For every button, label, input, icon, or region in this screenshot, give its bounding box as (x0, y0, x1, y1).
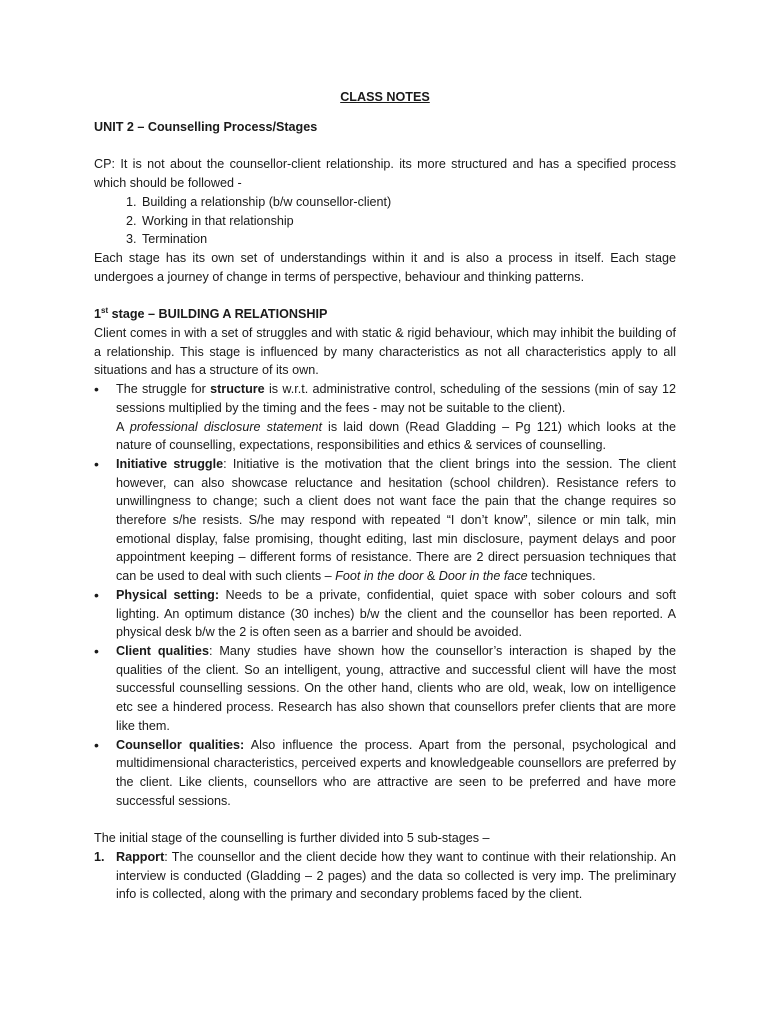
bullet-text: Also influence the process. Apart from the personal, psychological and multidimensional characteristics, perceived experts and knowledgeable counsellors are preferred by the client. Like clients, counsellors who are attractive are seen to be preferred and have more successful sessions. (116, 737, 676, 808)
bullet-term: Client qualities (116, 643, 209, 658)
process-step: 2. Working in that relationship (140, 212, 676, 231)
bullet-term: Physical setting: (116, 587, 220, 602)
process-step: 3. Termination (140, 230, 676, 249)
bullet-term: Initiative struggle (116, 456, 224, 471)
stage1-ordinal: 1 (94, 307, 102, 322)
bullet-initiative (94, 455, 676, 586)
substages-intro-paragraph: The initial stage of the counselling is further divided into 5 sub-stages – (94, 831, 490, 846)
bullet-term: structure (210, 382, 265, 397)
substage-term: Rapport (116, 850, 165, 865)
substage-item (94, 848, 676, 904)
bullet-text-amp: & (423, 569, 439, 584)
substage-text: : The counsellor and the client decide how they want to continue with their relationship. An interview is conducted (Gladding – 2 pages) and the data so collected is very imp. The preliminary info is collected, along with the primary and secondary problems faced by the client. (116, 850, 676, 902)
spacer (94, 810, 676, 829)
stage1-heading-text: stage – BUILDING A RELATIONSHIP (108, 307, 328, 322)
bullet-structure (94, 380, 676, 455)
stage1-intro-paragraph: Client comes in with a set of struggles and with static & rigid behaviour, which may inhibit the building of a relationship. This stage is influenced by many characteristics as not all characteristics apply to all situations and has a structure of its own. (94, 326, 676, 378)
bullet-text-pre: The struggle for (116, 382, 211, 397)
bullet-physical-setting (94, 586, 676, 642)
process-step: 1. Building a relationship (b/w counsellor-client) (140, 193, 676, 212)
bullet-text: Needs to be a private, confidential, quiet space with sober colours and soft lighting. An optimum distance (30 inches) b/w the client and the counsellor has been reported. A physical desk b/w the 2 is often seen as a barrier and should be avoided. (116, 587, 676, 640)
bullet-text: : Initiative is the motivation that the client brings into the session. The client however, can also showcase reluctance and hesitation (school children). Resistance refers to unwillingness to change; such a client does not want face the pain that the change requires so therefore s/he resists. S/he may respond with repeated “I don’t know”, silence or min talk, min emotional display, false promising, thought editing, last min disclosure, payment delays and poor appointment keeping – different forms of resistance. There are 2 direct persuasion techniques that can be used to deal with such clients – (116, 456, 676, 584)
unit-heading: UNIT 2 – Counselling Process/Stages (94, 119, 318, 134)
stages-note-paragraph: Each stage has its own set of understandings within it and is also a process in itself. Each stage undergoes a journey of change in terms of perspective, behaviour and thinking patterns. (94, 250, 676, 284)
substage-number: 1. (94, 850, 105, 865)
page-title: CLASS NOTES (340, 90, 430, 104)
stage1-characteristics-list (94, 380, 676, 810)
bullet-italic-term: Foot in the door (335, 569, 424, 584)
bullet-sub-pre: A (116, 419, 130, 434)
bullet-sub-post: is laid down (Read Gladding – Pg 121) which looks at the nature of counselling, expectations, responsibilities and ethics & services of counselling. (116, 419, 676, 453)
intro-paragraph: CP: It is not about the counsellor-client relationship. its more structured and has a specified process which should be followed - (94, 157, 676, 191)
bullet-counsellor-qualities (94, 736, 676, 811)
bullet-subparagraph (116, 418, 676, 455)
bullet-text: is w.r.t. administrative control, scheduling of the sessions (min of say 12 sessions multiplied by the timing and the fees - may not be suitable to the client). (116, 382, 676, 415)
bullet-italic-term: Door in the face (438, 569, 528, 584)
process-steps-list (94, 193, 676, 249)
substages-list (94, 848, 676, 904)
stage1-ordinal-suffix: st (101, 306, 109, 316)
bullet-term: Counsellor qualities: (116, 737, 245, 752)
stage1-heading (94, 305, 676, 324)
bullet-text-tail: techniques. (527, 569, 596, 584)
bullet-sub-italic: professional disclosure statement (129, 419, 322, 434)
bullet-text: : Many studies have shown how the counsellor’s interaction is shaped by the qualities of the client. So an intelligent, young, attractive and successful client will have the most successful counselling sessions. On the other hand, clients who are old, weak, low on intelligence etc see a hindered process. Research has also shown that counsellors prefer clients that are more like them. (116, 643, 676, 733)
bullet-client-qualities (94, 642, 676, 736)
